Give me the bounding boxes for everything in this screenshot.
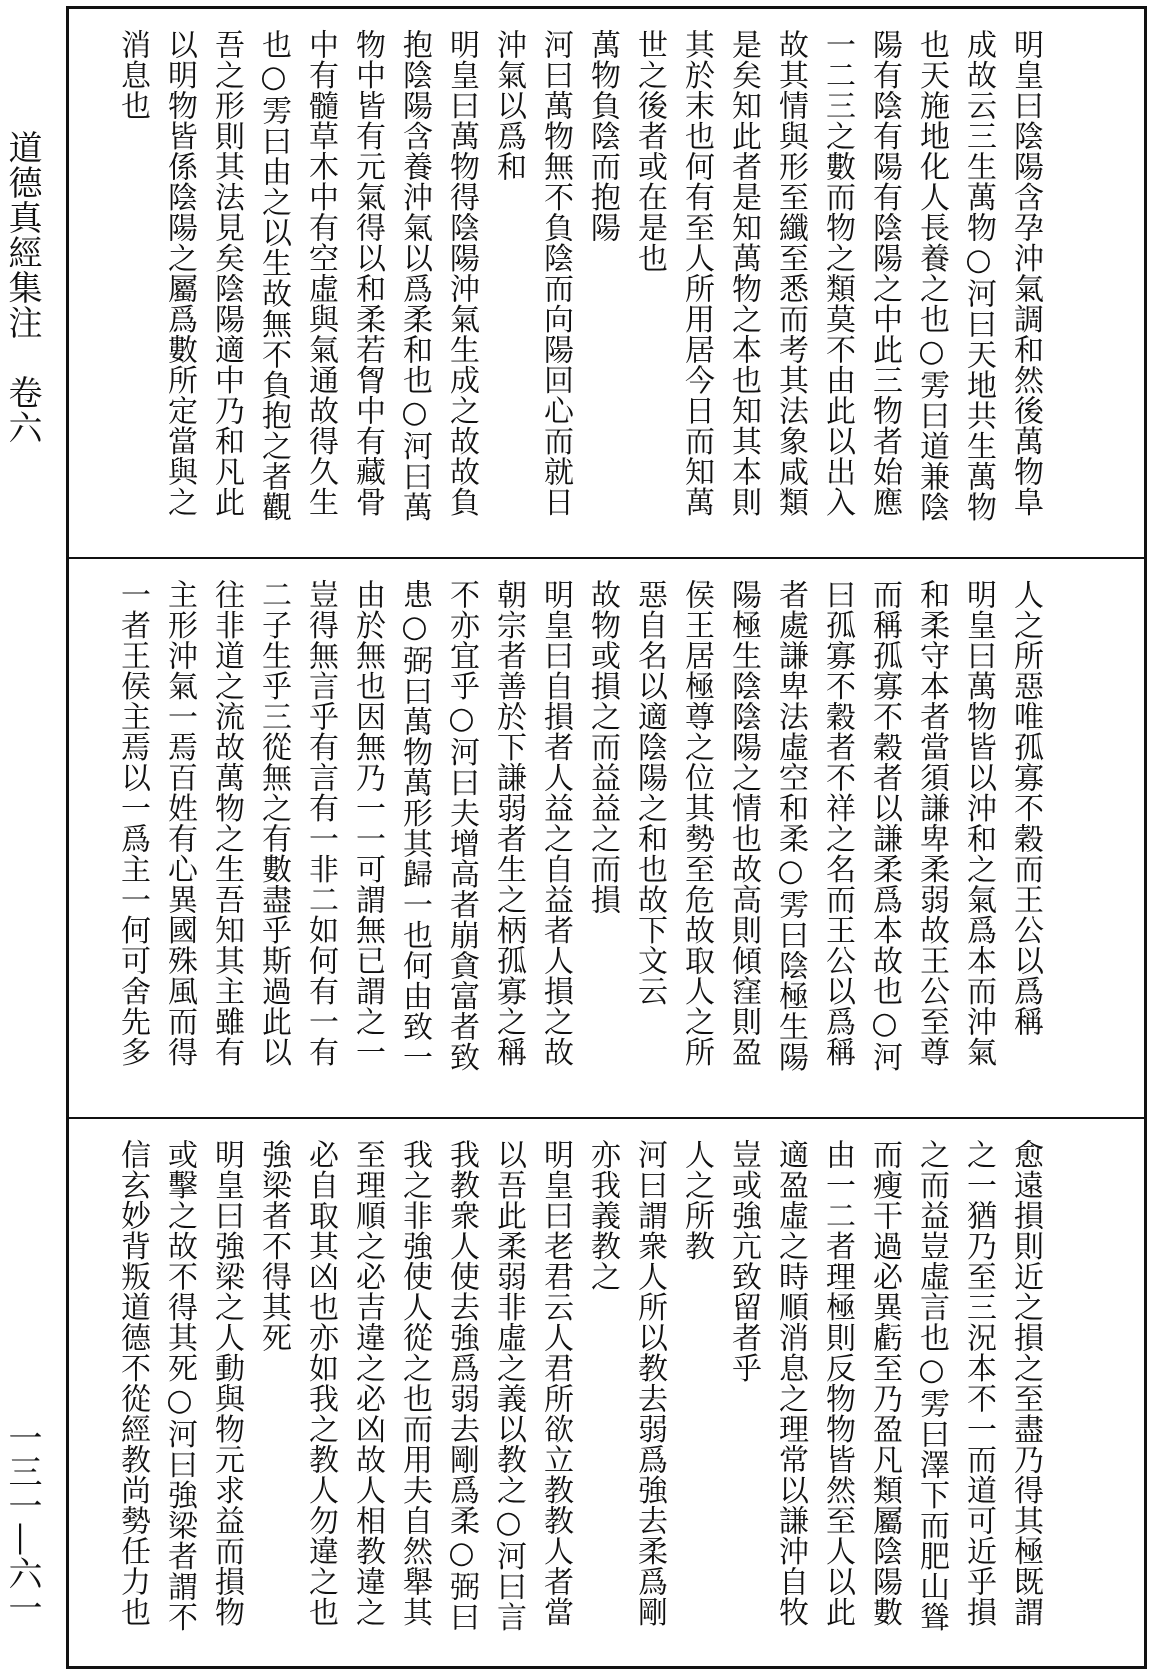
text-column: 而瘦干過必異虧至乃盈凡類屬陰陽數 (867, 1139, 902, 1627)
text-column: 萬物負陰而抱陽 (585, 29, 620, 243)
text-column: 之一猶乃至三況本不一而道可近乎損 (961, 1139, 996, 1627)
text-column: 中有髓草木中有空虛與氣通故得久生 (303, 29, 338, 517)
text-column: 明皇曰萬物得陰陽沖氣生成之故故負 (444, 29, 479, 517)
text-column: 河曰萬物無不負陰而向陽回心而就日 (538, 29, 573, 517)
text-column: 明皇曰強梁之人動與物元求益而損物 (209, 1139, 244, 1627)
text-column: 故其情與形至纖至悉而考其法象咸類 (773, 29, 808, 517)
text-column: 或擊之故不得其死○河曰強梁者謂不 (162, 1139, 197, 1632)
text-column: 陽有陰有陽有陰陽之中此三物者始應 (867, 29, 902, 517)
text-column: 我教衆人使去強爲弱去剛爲柔○弼曰 (444, 1139, 479, 1632)
text-column: 吾之形則其法見矣陰陽適中乃和凡此 (209, 29, 244, 517)
text-column: 也天施地化人長養之也○雱曰道兼陰 (914, 29, 949, 522)
text-column: 成故云三生萬物○河曰天地共生萬物 (961, 29, 996, 522)
page-frame (66, 6, 1147, 1669)
text-column: 一者王侯主焉以一爲主一何可舍先多 (115, 579, 150, 1067)
text-column: 而稱孤寡不穀者以謙柔爲本故也○河 (867, 579, 902, 1072)
text-column: 惡自名以適陰陽之和也故下文云 (632, 579, 667, 1006)
text-column: 不亦宜乎○河曰夫增高者崩貪富者致 (444, 579, 479, 1072)
text-column: 亦我義教之 (585, 1139, 620, 1292)
text-column: 豈或強亢致留者乎 (726, 1139, 761, 1383)
text-column: 消息也 (115, 29, 150, 121)
text-column: 我之非強使人從之也而用夫自然舉其 (397, 1139, 432, 1627)
text-column: 往非道之流故萬物之生吾知其主雖有 (209, 579, 244, 1067)
text-column: 也○雱曰由之以生故無不負抱之者觀 (256, 29, 291, 522)
text-column: 由於無也因無乃一一可謂無已謂之一 (350, 579, 385, 1067)
text-column: 以吾此柔弱非虛之義以教之○河曰言 (491, 1139, 526, 1632)
text-column: 者處謙卑法虛空和柔○雱曰陰極生陽 (773, 579, 808, 1072)
text-column: 以明物皆係陰陽之屬爲數所定當與之 (162, 29, 197, 517)
text-column: 信玄妙背叛道德不從經教尚勢任力也 (115, 1139, 150, 1627)
text-column: 曰孤寡不穀者不祥之名而王公以爲稱 (820, 579, 855, 1067)
book-title-margin: 道德真經集注 卷六 (2, 130, 42, 445)
text-column: 二子生乎三從無之有數盡乎斯過此以 (256, 579, 291, 1067)
text-column: 抱陰陽含養沖氣以爲柔和也○河曰萬 (397, 29, 432, 522)
text-column: 明皇曰自損者人益之自益者人損之故 (538, 579, 573, 1067)
text-column: 必自取其凶也亦如我之教人勿違之也 (303, 1139, 338, 1627)
text-column: 和柔守本者當須謙卑柔弱故王公至尊 (914, 579, 949, 1067)
text-column: 河曰謂衆人所以教去弱爲強去柔爲剛 (632, 1139, 667, 1627)
text-column: 明皇曰老君云人君所欲立教教人者當 (538, 1139, 573, 1627)
text-column: 故物或損之而益益之而損 (585, 579, 620, 915)
text-panel-top (69, 9, 1144, 559)
text-column: 適盈虛之時順消息之理常以謙沖自牧 (773, 1139, 808, 1627)
text-columns (109, 579, 1049, 1103)
text-column: 朝宗者善於下謙弱者生之柄孤寡之稱 (491, 579, 526, 1067)
text-column: 人之所教 (679, 1139, 714, 1261)
text-column: 豈得無言乎有言有一非二如何有一有 (303, 579, 338, 1067)
text-columns (109, 29, 1049, 543)
text-column: 是矣知此者是知萬物之本也知其本則 (726, 29, 761, 517)
text-column: 物中皆有元氣得以和柔若胷中有藏骨 (350, 29, 385, 517)
text-columns (109, 1139, 1049, 1652)
text-column: 由一二者理極則反物物皆然至人以此 (820, 1139, 855, 1627)
text-column: 人之所惡唯孤寡不穀而王公以爲稱 (1008, 579, 1043, 1037)
text-column: 侯王居極尊之位其勢至危故取人之所 (679, 579, 714, 1067)
text-column: 一二三之數而物之類莫不由此以出入 (820, 29, 855, 517)
text-column: 明皇曰萬物皆以沖和之氣爲本而沖氣 (961, 579, 996, 1067)
text-column: 之而益豈虛言也○雱曰澤下而肥山聳 (914, 1139, 949, 1632)
text-column: 至理順之必吉違之必凶故人相教違之 (350, 1139, 385, 1627)
text-column: 其於末也何有至人所用居今日而知萬 (679, 29, 714, 517)
text-column: 沖氣以爲和 (491, 29, 526, 182)
text-column: 主形沖氣一焉百姓有心異國殊風而得 (162, 579, 197, 1067)
text-column: 明皇曰陰陽含孕沖氣調和然後萬物阜 (1008, 29, 1043, 517)
page-number: 一三一—六一 (2, 1420, 42, 1624)
text-column: 強梁者不得其死 (256, 1139, 291, 1353)
text-column: 世之後者或在是也 (632, 29, 667, 273)
text-panel-bottom (69, 1119, 1144, 1666)
text-panel-middle (69, 559, 1144, 1119)
text-column: 愈遠損則近之損之至盡乃得其極既謂 (1008, 1139, 1043, 1627)
text-column: 陽極生陰陰陽之情也故高則傾窪則盈 (726, 579, 761, 1067)
text-column: 患○弼曰萬物萬形其歸一也何由致一 (397, 579, 432, 1072)
